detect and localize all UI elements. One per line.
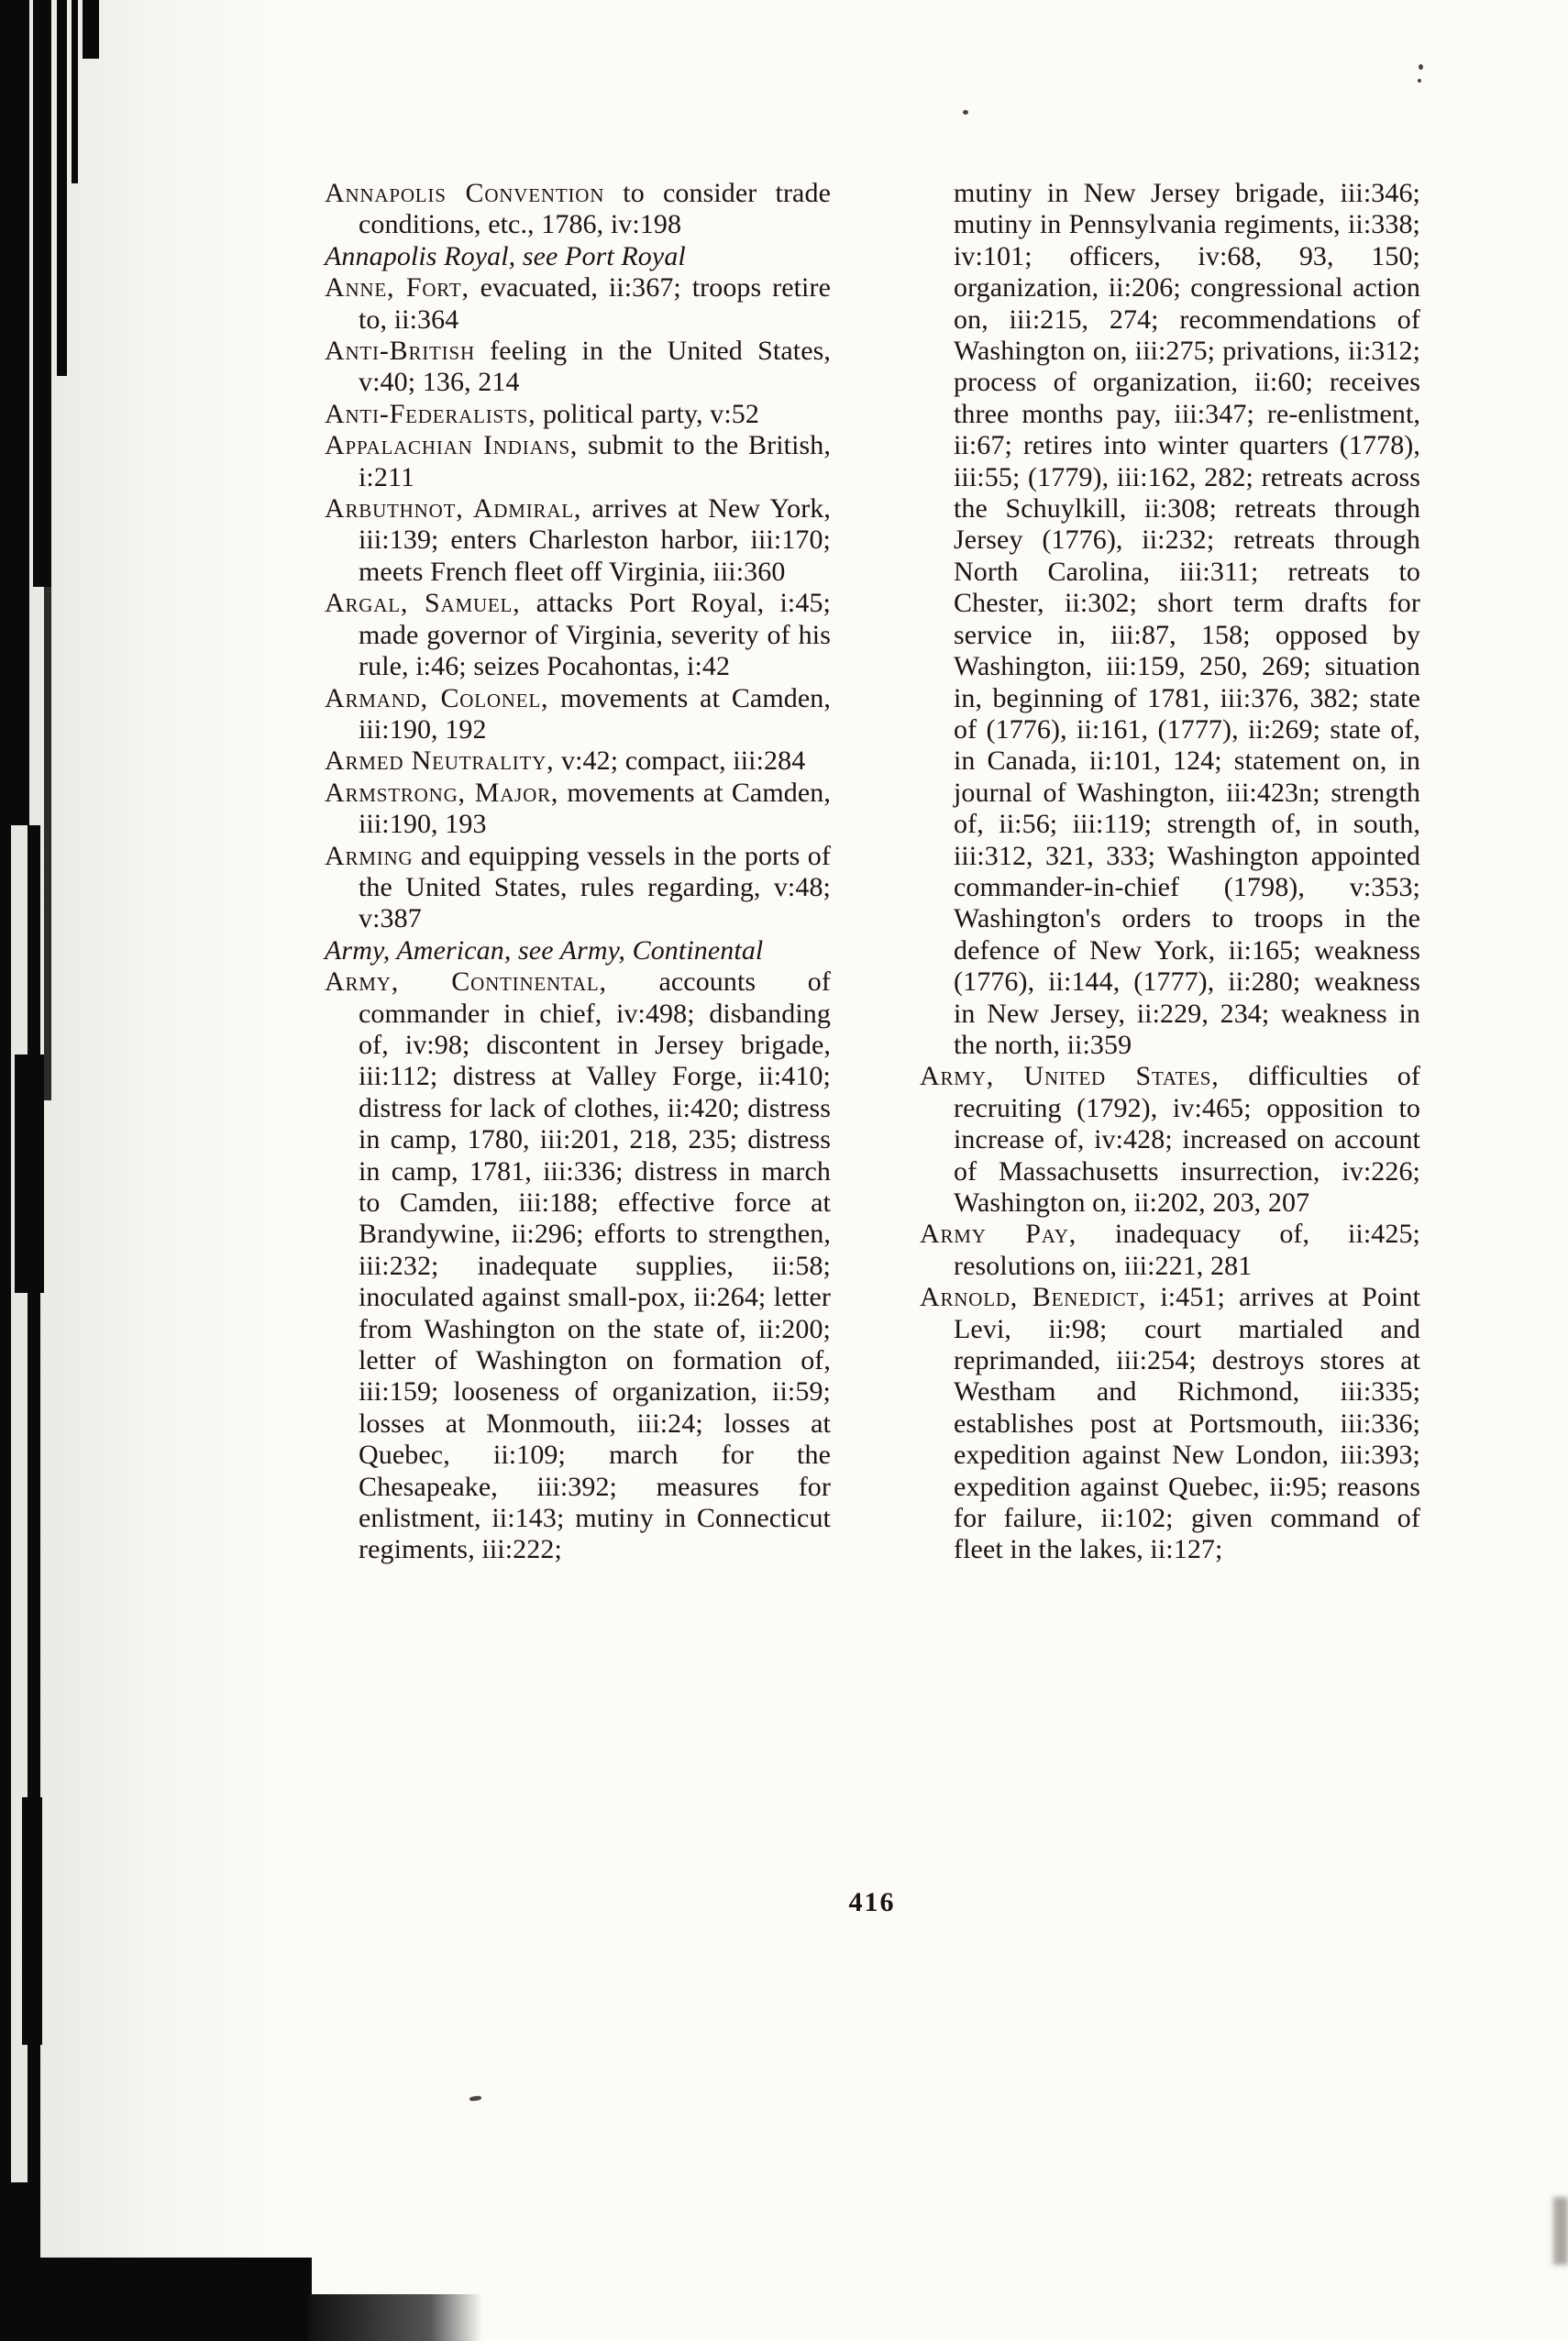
scan-speck — [963, 110, 968, 115]
index-entry — [325, 588, 831, 682]
index-entry — [325, 272, 831, 336]
index-entry-body: inadequacy of, ii:425; resolutions on, iii:221, 281 — [954, 1219, 1420, 1281]
index-entry-body: and equipping vessels in the ports of the United States, rules regarding, v:48; v:387 — [359, 840, 831, 934]
scan-speck — [469, 2095, 482, 2102]
scan-binding-artifact — [15, 1055, 44, 1293]
index-entry — [325, 778, 831, 841]
index-entry — [325, 966, 831, 1566]
index-entry-body: accounts of commander in chief, iv:498; disbanding of, iv:98; discontent in Jersey brigade, iii:112; distress at Valley Forge, ii:410; distress for lack of clothes, ii:420; distress in camp, 1780, iii:201, 218, 235; distress in camp, 1781, iii:336; distress in march to Camden, iii:188; effective force at Brandywine, ii:296; efforts to strengthen, iii:232; inadequate supplies, ii:58; inoculated against small-pox, ii:264; letter from Washington on the state of, ii:200; letter of Washington on formation of, iii:159; looseness of organization, ii:59; losses at Monmouth, iii:24; losses at Quebec, ii:109; march for the Chesapeake, iii:392; measures for enlistment, ii:143; mutiny in Connecticut regiments, iii:222; — [359, 966, 831, 1565]
index-entry — [325, 178, 831, 241]
index-entry — [325, 336, 831, 399]
index-entry-body: attacks Port Royal, i:45; made governor of Virginia, severity of his rule, i:46; seizes Pocahontas, i:42 — [359, 588, 831, 682]
index-column-right — [920, 178, 1420, 1566]
index-entry-body: difficulties of recruiting (1792), iv:465; opposition to increase of, iv:428; increased on account of Massachusetts insurrection, iv:226; Washington on, ii:202, 203, 207 — [954, 1061, 1420, 1218]
index-entry-head: Armstrong, Major, — [325, 777, 559, 808]
index-entry-body: v:42; compact, iii:284 — [554, 745, 806, 777]
index-entry-continuation — [920, 178, 1420, 1061]
index-entry-body: submit to the British, i:211 — [359, 430, 831, 492]
index-entry-body: political party, v:52 — [536, 398, 759, 429]
scan-binding-artifact — [0, 0, 29, 825]
index-entry-head: Appalachian Indians, — [325, 430, 579, 461]
scan-binding-artifact — [72, 0, 78, 183]
scan-bottom-bar-artifact — [0, 2182, 37, 2292]
index-entry-body: movements at Camden, iii:190, 192 — [359, 682, 831, 745]
scan-binding-artifact — [33, 0, 51, 587]
index-entry-body: evacuated, ii:367; troops retire to, ii:364 — [359, 272, 831, 335]
scan-speck — [1419, 64, 1423, 70]
index-entry-head: Arming — [325, 840, 414, 871]
index-entry-body: Annapolis Royal, see Port Royal — [325, 240, 686, 271]
page-number: 416 — [848, 1887, 896, 1917]
scan-binding-artifact — [22, 1797, 42, 2045]
index-entry — [920, 1219, 1420, 1282]
index-entry-body: arrives at New York, iii:139; enters Charleston harbor, iii:170; meets French fleet off Virginia, iii:360 — [359, 493, 831, 587]
index-entry-head: Anne, Fort, — [325, 272, 469, 304]
index-entry-head: Armand, Colonel, — [325, 682, 549, 713]
scan-binding-artifact — [57, 0, 67, 376]
scan-binding-artifact — [28, 825, 40, 2274]
scan-binding-artifact — [83, 0, 99, 59]
index-entry-head: Argal, Samuel, — [325, 588, 521, 619]
scan-bottom-bar-artifact — [308, 2294, 482, 2341]
index-entry-body: Army, American, see Army, Continental — [325, 934, 764, 966]
index-entry-head: Arbuthnot, Admiral, — [325, 493, 582, 525]
index-entry-body: feeling in the United States, v:40; 136, 214 — [359, 336, 831, 398]
index-entry-head: Armed Neutrality, — [325, 745, 555, 777]
index-column-left — [325, 178, 831, 1566]
index-entry-body: movements at Camden, iii:190, 193 — [359, 777, 831, 840]
index-entry-body: to consider trade conditions, etc., 1786, iv:198 — [359, 178, 831, 240]
scan-binding-artifact — [44, 587, 51, 1100]
scan-speck — [1418, 79, 1421, 83]
index-entry — [325, 841, 831, 935]
index-entry — [325, 745, 831, 777]
index-entry-head: Anti-British — [325, 336, 475, 367]
scan-bottom-bar-artifact — [0, 2258, 312, 2341]
scan-edge-smudge — [1553, 2197, 1568, 2265]
index-entry — [920, 1061, 1420, 1219]
index-entry-body: i:451; arrives at Point Levi, ii:98; court martialed and reprimanded, iii:254; destroys stores at Westham and Richmond, iii:335; establishes post at Portsmouth, iii:336; expedition against New London, iii:393; expedition against Quebec, ii:95; reasons for failure, ii:102; given command of fleet in the lakes, ii:127; — [954, 1282, 1421, 1565]
index-entry-head: Army, United States, — [920, 1061, 1220, 1092]
index-entry — [325, 683, 831, 746]
index-entry — [920, 1282, 1420, 1566]
index-cross-reference — [325, 935, 831, 966]
index-entry-body: mutiny in New Jersey brigade, iii:346; mutiny in Pennsylvania regiments, ii:338; iv:101; officers, iv:68, 93, 150; organization, ii:206; congressional action on, iii:215, 274; recommendations of Washington on, iii:275; privations, ii:312; process of organization, ii:60; receives three months pay, iii:347; re-enlistment, ii:67; retires into winter quarters (1778), iii:55; (1779), iii:162, 282; retreats across the Schuylkill, ii:308; retreats through Jersey (1776), ii:232; retreats through North Carolina, iii:311; retreats to Chester, ii:302; short term drafts for service in, iii:87, 158; opposed by Washington, iii:159, 250, 269; situation in, beginning of 1781, iii:376, 382; state of (1776), ii:161, (1777), ii:269; state of, in Canada, ii:101, 124; statement on, in journal of Washington, iii:423n; strength of, ii:56; iii:119; strength of, in south, iii:312, 321, 333; Washington appointed commander-in-chief (1798), v:353; Washington's orders to troops in the defence of New York, ii:165; weakness (1776), ii:144, (1777), ii:280; weakness in New Jersey, ii:229, 234; weakness in the north, ii:359 — [954, 178, 1420, 1060]
index-entry-head: Anti-Federalists, — [325, 398, 536, 429]
index-entry-head: Annapolis Convention — [325, 178, 605, 208]
index-entry — [325, 399, 831, 430]
index-entry-head: Arnold, Benedict, — [920, 1282, 1147, 1313]
index-entry-head: Army, Continental, — [325, 966, 607, 998]
index-entry — [325, 430, 831, 493]
index-cross-reference — [325, 241, 831, 272]
index-entry-head: Army Pay, — [920, 1219, 1077, 1250]
index-entry — [325, 493, 831, 588]
